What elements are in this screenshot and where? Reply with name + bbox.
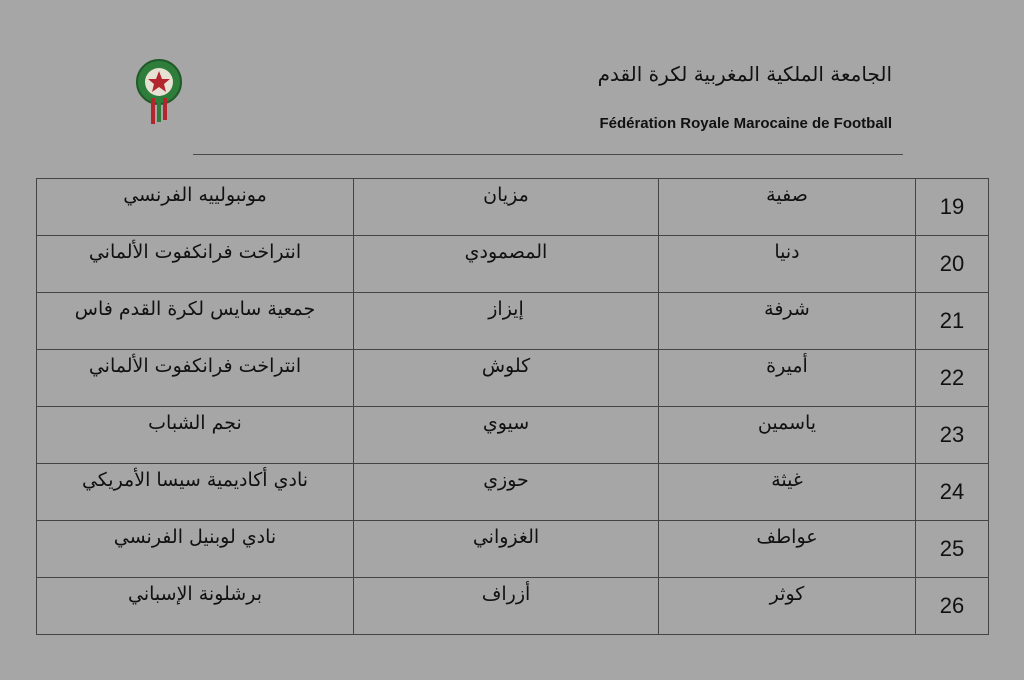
first-name-cell: غيثة xyxy=(659,464,916,521)
last-name-cell: سيوي xyxy=(354,407,659,464)
row-number-cell: 19 xyxy=(916,179,989,236)
first-name-cell: ياسمين xyxy=(659,407,916,464)
club-cell: مونبولييه الفرنسي xyxy=(37,179,354,236)
last-name-cell: إيزاز xyxy=(354,293,659,350)
table-row xyxy=(37,578,989,635)
last-name-cell: كلوش xyxy=(354,350,659,407)
first-name-cell: عواطف xyxy=(659,521,916,578)
club-cell: برشلونة الإسباني xyxy=(37,578,354,635)
row-number-cell: 23 xyxy=(916,407,989,464)
last-name-cell: أزراف xyxy=(354,578,659,635)
club-cell: نادي لوبنيل الفرنسي xyxy=(37,521,354,578)
row-number-cell: 22 xyxy=(916,350,989,407)
club-cell: انتراخت فرانكفوت الألماني xyxy=(37,350,354,407)
table-row xyxy=(37,521,989,578)
last-name-cell: مزيان xyxy=(354,179,659,236)
first-name-cell: دنيا xyxy=(659,236,916,293)
club-cell: نادي أكاديمية سيسا الأمريكي xyxy=(37,464,354,521)
first-name-cell: صفية xyxy=(659,179,916,236)
first-name-cell: شرفة xyxy=(659,293,916,350)
federation-title-french: Fédération Royale Marocaine de Football xyxy=(599,115,892,132)
last-name-cell: حوزي xyxy=(354,464,659,521)
federation-title-arabic: الجامعة الملكية المغربية لكرة القدم xyxy=(597,62,892,86)
row-number-cell: 25 xyxy=(916,521,989,578)
last-name-cell: المصمودي xyxy=(354,236,659,293)
first-name-cell: كوثر xyxy=(659,578,916,635)
player-roster-table xyxy=(36,178,989,635)
club-cell: جمعية سايس لكرة القدم فاس xyxy=(37,293,354,350)
table-row xyxy=(37,293,989,350)
row-number-cell: 26 xyxy=(916,578,989,635)
frmf-logo-icon xyxy=(133,58,185,128)
row-number-cell: 24 xyxy=(916,464,989,521)
table-row xyxy=(37,179,989,236)
last-name-cell: الغزواني xyxy=(354,521,659,578)
table-row xyxy=(37,236,989,293)
table-row xyxy=(37,464,989,521)
header-divider xyxy=(193,154,903,155)
club-cell: نجم الشباب xyxy=(37,407,354,464)
club-cell: انتراخت فرانكفوت الألماني xyxy=(37,236,354,293)
row-number-cell: 21 xyxy=(916,293,989,350)
first-name-cell: أميرة xyxy=(659,350,916,407)
table-row xyxy=(37,407,989,464)
row-number-cell: 20 xyxy=(916,236,989,293)
table-row xyxy=(37,350,989,407)
